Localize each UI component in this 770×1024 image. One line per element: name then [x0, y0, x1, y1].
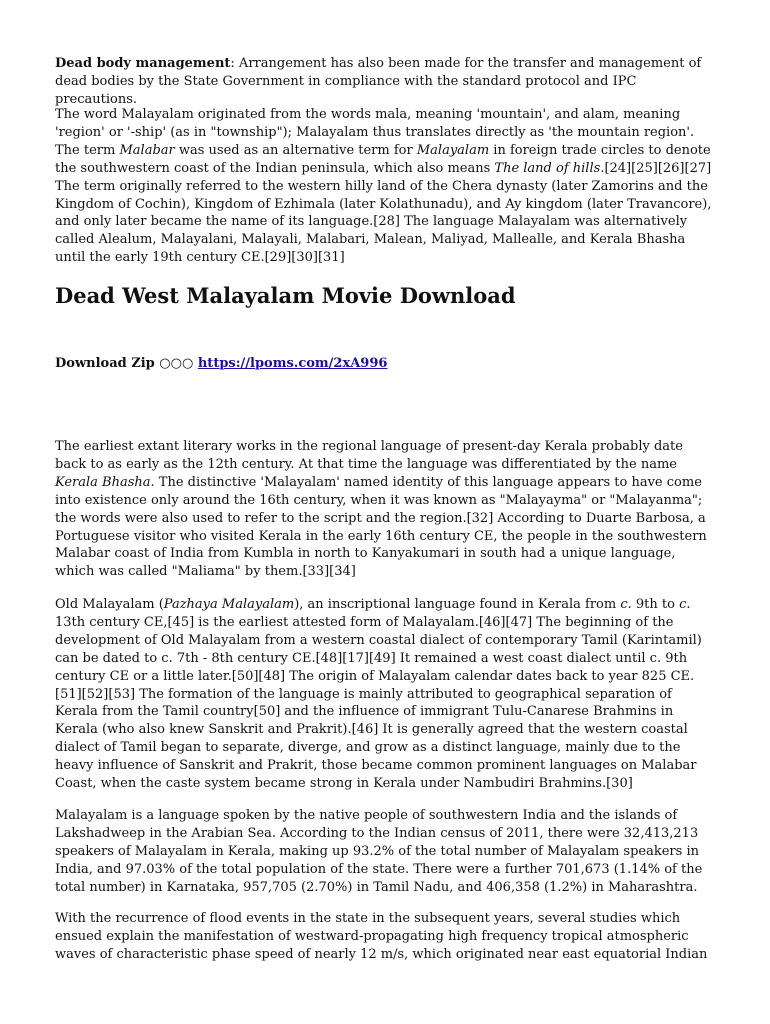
text-run: ), an inscriptional language found in Kerala from	[294, 597, 621, 612]
text-run: The earliest extant literary works in the regional language of present-day Kerala probably date back to as early as the 12th century. At that time the language was differentiated by the name	[55, 439, 683, 472]
italic-term: Kerala Bhasha	[55, 474, 151, 490]
earliest-works-paragraph	[55, 438, 715, 581]
flood-paragraph: With the recurrence of flood events in the state in the subsequent years, several studies which ensued explain the manifestation of westward-propagating high frequency tropical atmospheric waves of characteristic phase speed of nearly 12 m/s, which originated near east equatorial Indian	[55, 911, 708, 962]
italic-term: Malayalam	[416, 142, 490, 158]
italic-term: The land of hills	[494, 160, 601, 176]
page-title: Dead West Malayalam Movie Download	[55, 283, 516, 308]
text-run: Old Malayalam (	[55, 597, 164, 612]
text-run: . The distinctive 'Malayalam' named identity of this language appears to have come into existence only around the 16th century, when it was known as "Malayayma" or "Malayanma"; the words were also used to refer to the script and the region.[32] According to Duarte Barbosa, a Portuguese visitor who visited Kerala in the early 16th century CE, the people in the southwestern Malabar coast of India from Kumbla in north to Kanyakumari in south had a unique language, which was called "Maliama" by them.[33][34]	[55, 474, 707, 580]
circles-icon: ○○○	[159, 356, 194, 371]
text-run: in foreign trade circles to denote the southwestern coast of the Indian peninsula, which also means	[55, 142, 711, 176]
old-malayalam-paragraph	[55, 596, 715, 793]
text-run: The word Malayalam originated from the words mala, meaning 'mountain', and alam, meaning 'region' or '-ship' (as in "township"); Malayalam thus translates directly as 'the mountain region'. The term	[55, 107, 695, 158]
intro-paragraph	[55, 55, 715, 109]
text-run: was used as an alternative term for	[174, 142, 417, 158]
italic-term: c.	[620, 597, 632, 612]
intro-text: : Arrangement has also been made for the transfer and management of dead bodies by the State Government in compliance with the standard protocol and IPC precautions.	[55, 56, 702, 107]
speakers-paragraph: Malayalam is a language spoken by the native people of southwestern India and the islands of Lakshadweep in the Arabian Sea. According to the Indian census of 2011, there were 32,413,213 speakers of Malayalam in Kerala, making up 93.2% of the total number of Malayalam speakers in India, and 97.03% of the total population of the state. There were a further 701,673 (1.14% of the total number) in Karnataka, 957,705 (2.70%) in Tamil Nadu, and 406,358 (1.2%) in Maharashtra.	[55, 808, 703, 895]
text-run: 9th to	[631, 597, 680, 612]
intro-label: Dead body management	[55, 56, 231, 71]
text-run: .[24][25][26][27] The term originally referred to the western hilly land of the Chera dynasty (later Zamorins and the Kingdom of Cochin), Kingdom of Ezhimala (later Kolathunadu), and Ay kingdom (later Travancore), and only later became the name of its language.[28] The language Malayalam was alternatively called Alealum, Malayalani, Malayali, Malabari, Malean, Maliyad, Mallealle, and Kerala Bhasha until the early 19th century CE.[29][30][31]	[55, 160, 712, 266]
italic-term: Malabar	[119, 142, 175, 158]
word-origin-paragraph	[55, 106, 715, 267]
italic-term: c.	[679, 597, 691, 612]
text-run: 13th century CE,[45] is the earliest attested form of Malayalam.[46][47] The beginning of the development of Old Malayalam from a western coastal dialect of contemporary Tamil (Karintamil) can be dated to c. 7th - 8th century CE.[48][17][49] It remained a west coast dialect until c. 9th century CE or a little later.[50][48] The origin of Malayalam calendar dates back to year 825 CE.[51][52][53] The formation of the language is mainly attributed to geographical separation of Kerala from the Tamil country[50] and the influence of immigrant Tulu-Canarese Brahmins in Kerala (who also knew Sanskrit and Prakrit).[46] It is generally agreed that the western coastal dialect of Tamil began to separate, diverge, and grow as a distinct language, mainly due to the heavy influence of Sanskrit and Prakrit, those became common prominent languages on Malabar Coast, when the caste system became strong in Kerala under Nambudiri Brahmins.[30]	[55, 614, 702, 792]
download-link[interactable]: https://lpoms.com/2xA996	[197, 356, 388, 371]
download-label: Download Zip	[55, 356, 155, 371]
italic-term: Pazhaya Malayalam	[163, 597, 295, 612]
download-line	[55, 355, 715, 373]
